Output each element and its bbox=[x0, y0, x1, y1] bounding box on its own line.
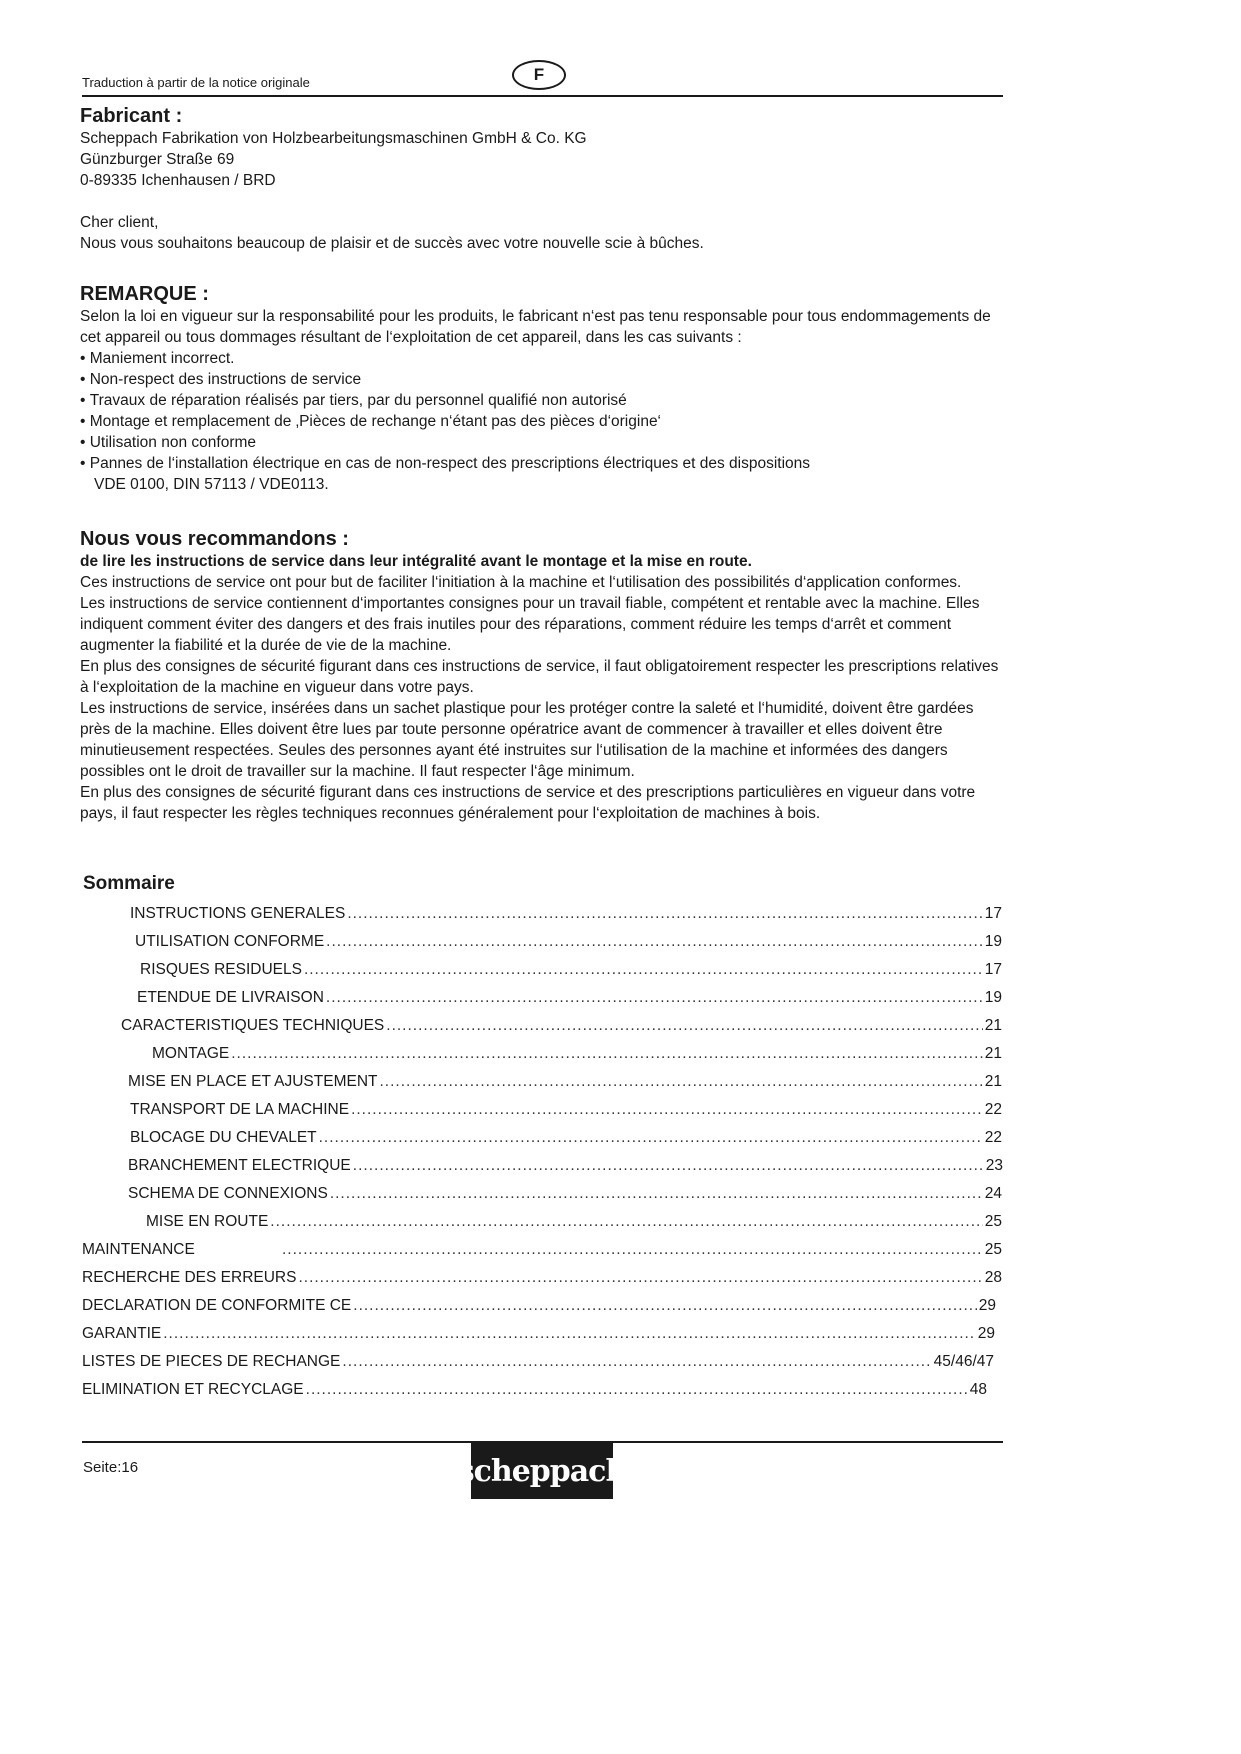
recommend-paragraph: En plus des consignes de sécurité figurant dans ces instructions de service, il faut obligatoirement respecter les prescriptions relatives à l‘exploitation de la machine en vigueur dans votre pays. bbox=[80, 658, 999, 696]
toc-entry-page: 24 bbox=[984, 1185, 1002, 1202]
recommend-paragraph: En plus des consignes de sécurité figurant dans ces instructions de service et des prescriptions particulières en vigueur dans votre pays, il faut respecter les règles techniques reconnues généralement pour l‘exploitation de machines à bois. bbox=[80, 784, 976, 822]
toc-entry bbox=[130, 1124, 1002, 1152]
toc-entry-label: UTILISATION CONFORME bbox=[135, 933, 325, 950]
toc-entry bbox=[137, 984, 1002, 1012]
toc-leader-dots bbox=[306, 1376, 968, 1404]
toc-leader-dots bbox=[319, 1124, 983, 1152]
toc-entry bbox=[82, 1348, 994, 1376]
toc-leader-dots bbox=[353, 1292, 976, 1320]
toc-entry-label: INSTRUCTIONS GENERALES bbox=[130, 905, 346, 922]
toc-entry-label: MISE EN PLACE ET AJUSTEMENT bbox=[128, 1073, 378, 1090]
toc-entry bbox=[82, 1292, 996, 1320]
toc-leader-dots bbox=[304, 956, 983, 984]
manufacturer-line: Günzburger Straße 69 bbox=[80, 151, 235, 168]
toc-entry bbox=[82, 1264, 1002, 1292]
language-badge: F bbox=[512, 60, 566, 90]
toc-leader-dots bbox=[326, 984, 983, 1012]
list-item: • Travaux de réparation réalisés par tiers, par du personnel qualifié non autorisé bbox=[80, 390, 1005, 411]
list-item: • Maniement incorrect. bbox=[80, 348, 1005, 369]
toc-entry-page: 22 bbox=[984, 1129, 1002, 1146]
toc-entry bbox=[128, 1152, 1003, 1180]
manufacturer-line: 0-89335 Ichenhausen / BRD bbox=[80, 172, 276, 189]
toc-entry-label: ETENDUE DE LIVRAISON bbox=[137, 989, 324, 1006]
toc-entry-label: LISTES DE PIECES DE RECHANGE bbox=[82, 1353, 341, 1370]
toc-entry-label: TRANSPORT DE LA MACHINE bbox=[130, 1101, 350, 1118]
toc-entry-page: 45/46/47 bbox=[933, 1353, 994, 1370]
toc-entry-label: BLOCAGE DU CHEVALET bbox=[130, 1129, 317, 1146]
toc-title: Sommaire bbox=[83, 873, 175, 894]
toc-entry-label: BRANCHEMENT ELECTRIQUE bbox=[128, 1157, 351, 1174]
footer-page-number: Seite:16 bbox=[83, 1459, 139, 1476]
header-rule bbox=[82, 95, 1003, 97]
toc-entry bbox=[128, 1068, 1002, 1096]
toc-entry-label: MONTAGE bbox=[152, 1045, 230, 1062]
toc-entry-label: RISQUES RESIDUELS bbox=[140, 961, 302, 978]
toc-entry-page: 21 bbox=[984, 1073, 1002, 1090]
toc-entry-label: MAINTENANCE bbox=[82, 1241, 195, 1258]
toc-leader-dots bbox=[298, 1264, 982, 1292]
list-item: • Montage et remplacement de ‚Pièces de rechange n‘étant pas des pièces d‘origine‘ bbox=[80, 411, 1005, 432]
recommend-paragraph: Les instructions de service contiennent d‘importantes consignes pour un travail fiable, compétent et rentable avec la machine. Elles indiquent comment éviter des dangers et des frais inutiles pour des réparations, comment réduire les temps d‘arrêt et comment augmenter la fiabilité et la durée de vie de la machine. bbox=[80, 595, 980, 654]
toc-entry-page: 29 bbox=[978, 1297, 996, 1314]
toc-leader-dots bbox=[351, 1096, 983, 1124]
body-content bbox=[80, 104, 1005, 824]
toc-leader-dots bbox=[380, 1068, 983, 1096]
header-note: Traduction à partir de la notice originale bbox=[82, 75, 310, 90]
remarque-intro: Selon la loi en vigueur sur la responsabilité pour les produits, le fabricant n‘est pas tenu responsable pour tous endommagements de cet appareil ou tous dommages résultant de l‘exploitation de cet appareil, dans les cas suivants : bbox=[80, 308, 991, 346]
toc-entry-label: DECLARATION DE CONFORMITE CE bbox=[82, 1297, 352, 1314]
list-item: • Utilisation non conforme bbox=[80, 432, 1005, 453]
toc-entry bbox=[152, 1040, 1002, 1068]
scheppach-logo: scheppach bbox=[471, 1443, 613, 1499]
toc-entry bbox=[82, 1236, 1002, 1264]
toc-entry bbox=[121, 1012, 1002, 1040]
toc-entry-page: 29 bbox=[977, 1325, 995, 1342]
toc-entry-page: 19 bbox=[984, 989, 1002, 1006]
toc-entry bbox=[82, 1376, 987, 1404]
manufacturer-line: Scheppach Fabrikation von Holzbearbeitungsmaschinen GmbH & Co. KG bbox=[80, 130, 587, 147]
toc-leader-dots bbox=[282, 1236, 983, 1264]
greeting-text: Nous vous souhaitons beaucoup de plaisir et de succès avec votre nouvelle scie à bûches. bbox=[80, 235, 704, 252]
toc-entry-label: MISE EN ROUTE bbox=[146, 1213, 269, 1230]
toc-entry-page: 19 bbox=[984, 933, 1002, 950]
toc-leader-dots bbox=[330, 1180, 983, 1208]
recommend-title: Nous vous recommandons : bbox=[80, 528, 349, 550]
remarque-bullet-list bbox=[80, 348, 1005, 474]
toc-entry-page: 25 bbox=[984, 1241, 1002, 1258]
toc-leader-dots bbox=[231, 1040, 983, 1068]
toc-entry bbox=[140, 956, 1002, 984]
recommend-paragraph: Les instructions de service, insérées dans un sachet plastique pour les protéger contre la saleté et l‘humidité, doivent être gardées près de la machine. Elles doivent être lues par toute personne opératrice avant de commencer à travailler et elles doivent être minutieusement respectées. Seules des personnes ayant été instruites sur l‘utilisation de la machine et informées des dangers possibles ont le droit de travailler sur la machine. Il faut respecter l‘âge minimum. bbox=[80, 700, 974, 780]
toc-leader-dots bbox=[342, 1348, 931, 1376]
toc-entry-page: 25 bbox=[984, 1213, 1002, 1230]
toc-entry-label: ELIMINATION ET RECYCLAGE bbox=[82, 1381, 304, 1398]
manufacturer-title: Fabricant : bbox=[80, 105, 183, 127]
toc-entry-label: RECHERCHE DES ERREURS bbox=[82, 1269, 297, 1286]
toc-entry-page: 17 bbox=[984, 961, 1002, 978]
toc-entry-page: 48 bbox=[969, 1381, 987, 1398]
toc-entry bbox=[128, 1180, 1002, 1208]
remarque-title: REMARQUE : bbox=[80, 283, 209, 305]
toc-entry bbox=[146, 1208, 1002, 1236]
toc-leader-dots bbox=[386, 1012, 982, 1040]
toc-leader-dots bbox=[347, 900, 982, 928]
toc-entry-label: GARANTIE bbox=[82, 1325, 162, 1342]
toc-entry-label: CARACTERISTIQUES TECHNIQUES bbox=[121, 1017, 385, 1034]
toc-entry bbox=[82, 1320, 995, 1348]
toc-entry-page: 21 bbox=[984, 1045, 1002, 1062]
recommend-paragraph: Ces instructions de service ont pour but de faciliter l‘initiation à la machine et l‘utilisation des possibilités d‘application conformes. bbox=[80, 574, 962, 591]
remarque-bullet-continuation: VDE 0100, DIN 57113 / VDE0113. bbox=[94, 476, 329, 493]
toc-entry bbox=[130, 1096, 1002, 1124]
toc-entry-page: 22 bbox=[984, 1101, 1002, 1118]
toc-leader-dots bbox=[326, 928, 983, 956]
list-item: • Pannes de l‘installation électrique en cas de non-respect des prescriptions électriques et des dispositions bbox=[80, 453, 1005, 474]
toc-entry-label: SCHEMA DE CONNEXIONS bbox=[128, 1185, 328, 1202]
toc-entry bbox=[135, 928, 1002, 956]
toc-entry-page: 21 bbox=[984, 1017, 1002, 1034]
toc-leader-dots bbox=[163, 1320, 976, 1348]
recommend-lead: de lire les instructions de service dans leur intégralité avant le montage et la mise en route. bbox=[80, 553, 752, 570]
toc-entry bbox=[130, 900, 1002, 928]
toc-entry-page: 28 bbox=[984, 1269, 1002, 1286]
list-item: • Non-respect des instructions de service bbox=[80, 369, 1005, 390]
toc-entry-page: 23 bbox=[985, 1157, 1003, 1174]
greeting-salutation: Cher client, bbox=[80, 214, 159, 231]
toc-leader-dots bbox=[270, 1208, 982, 1236]
toc-entry-page: 17 bbox=[984, 905, 1002, 922]
toc-leader-dots bbox=[353, 1152, 984, 1180]
